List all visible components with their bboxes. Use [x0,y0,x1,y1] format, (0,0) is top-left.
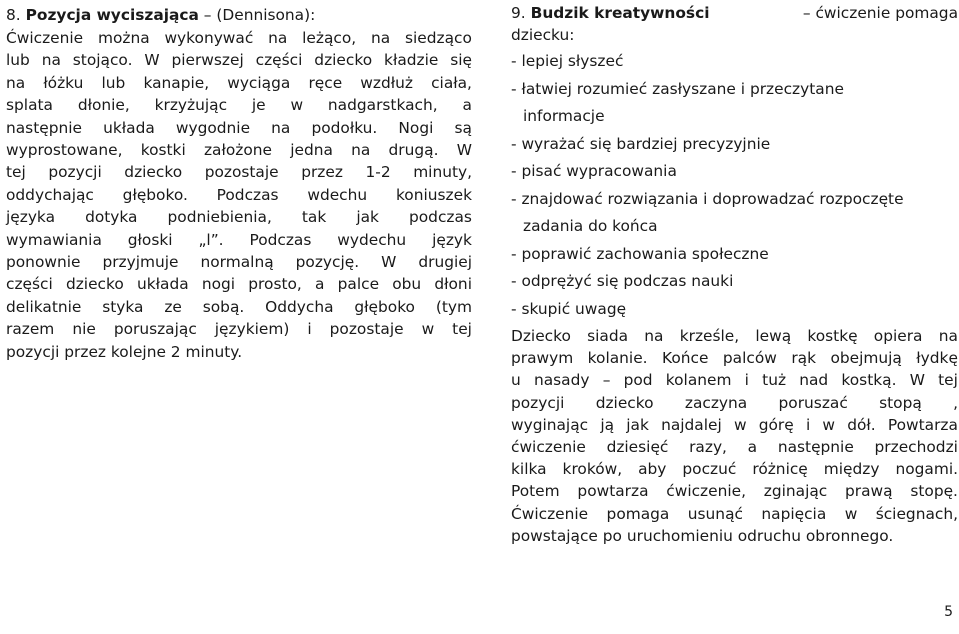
section-title: Budzik kreatywności [530,4,710,22]
list-item: - łatwiej rozumieć zasłyszane i przeczytane [511,79,844,98]
section-8-heading [6,4,472,26]
right-column [511,0,958,547]
body-line: oddychając głęboko. Podczas wdechu koniuszek [6,185,472,204]
section-9-heading [511,2,958,24]
body-line: części dziecko układa nogi prosto, a palce obu dłoni [6,275,472,294]
body-line: Ćwiczenie pomaga usunąć napięcia w ściegnach, [511,504,958,523]
section-title: Pozycja wyciszająca [25,6,199,24]
list-item: - znajdować rozwiązania i doprowadzać rozpoczęte [511,189,904,208]
section-subtitle: – (Dennisona): [198,6,316,24]
section-9-body [511,325,958,547]
list-item: - lepiej słyszeć [511,52,624,70]
body-line: delikatnie styka ze sobą. Oddycha głęboko (tym [6,297,472,316]
body-line: Ćwiczenie można wykonywać na leżąco, na siedząco [6,29,472,47]
list-item: - wyrażać się bardziej precyzyjnie [511,134,771,153]
list-item: zadania do końca [523,217,658,235]
body-line: ćwiczenie dziesięć razy, a następnie przechodzi [511,438,958,457]
body-line: lub na stojąco. W pierwszej części dziecko kładzie się [6,51,472,70]
body-line: Potem powtarza ćwiczenie, zginając prawą stopę. [511,482,958,501]
body-line: kilka kroków, aby poczuć różnicę między nogami. [511,460,958,479]
body-line: wyprostowane, kostki założone jedna na drugą. W [6,141,472,160]
body-line: Dziecko siada na krześle, lewą kostkę opiera na [511,327,958,345]
benefit-list [511,48,958,323]
body-line: splata dłonie, krzyżując je w nadgarstkach, a [6,96,472,115]
body-line: pozycji przez kolejne 2 minuty. [6,342,243,361]
body-line: razem nie poruszając językiem) i pozostaje w tej [6,320,472,339]
section-number: 8. [6,6,21,24]
body-line: ponownie przyjmuje normalną pozycję. W drugiej [6,253,472,272]
list-item: - odprężyć się podczas nauki [511,272,734,290]
body-line: powstające po uruchomieniu odruchu obronnego. [511,526,894,545]
body-line: następnie układa wygodnie na podołku. Nogi są [6,118,472,137]
left-column [6,0,472,363]
body-line: wyginając ją jak najdalej w górę i w dół. Powtarza [511,415,958,434]
body-line: u nasady – pod kolanem i tuż nad kostką. W tej [511,371,958,390]
section-number: 9. [511,4,526,22]
body-line: języka dotyka podniebienia, tak jak podczas [6,208,472,227]
list-item: - skupić uwagę [511,299,627,318]
body-line: na łóżku lub kanapie, wyciąga ręce wzdłuż ciała, [6,73,472,92]
list-item: - poprawić zachowania społeczne [511,244,769,263]
list-item: - pisać wypracowania [511,162,677,180]
section-8-body [6,27,472,363]
section-subtitle: – ćwiczenie pomaga [802,4,958,22]
list-item: informacje [523,107,605,125]
body-line: tej pozycji dziecko pozostaje przez 1-2 minuty, [6,163,472,182]
section-9-heading-cont: dziecku: [511,26,575,44]
page-number: 5 [944,604,953,620]
body-line: prawym kolanie. Końce palców rąk obejmują łydkę [511,349,958,368]
body-line: wymawiania głoski „l”. Podczas wydechu język [6,230,472,249]
body-line: pozycji dziecko zaczyna poruszać stopą , [511,393,958,412]
